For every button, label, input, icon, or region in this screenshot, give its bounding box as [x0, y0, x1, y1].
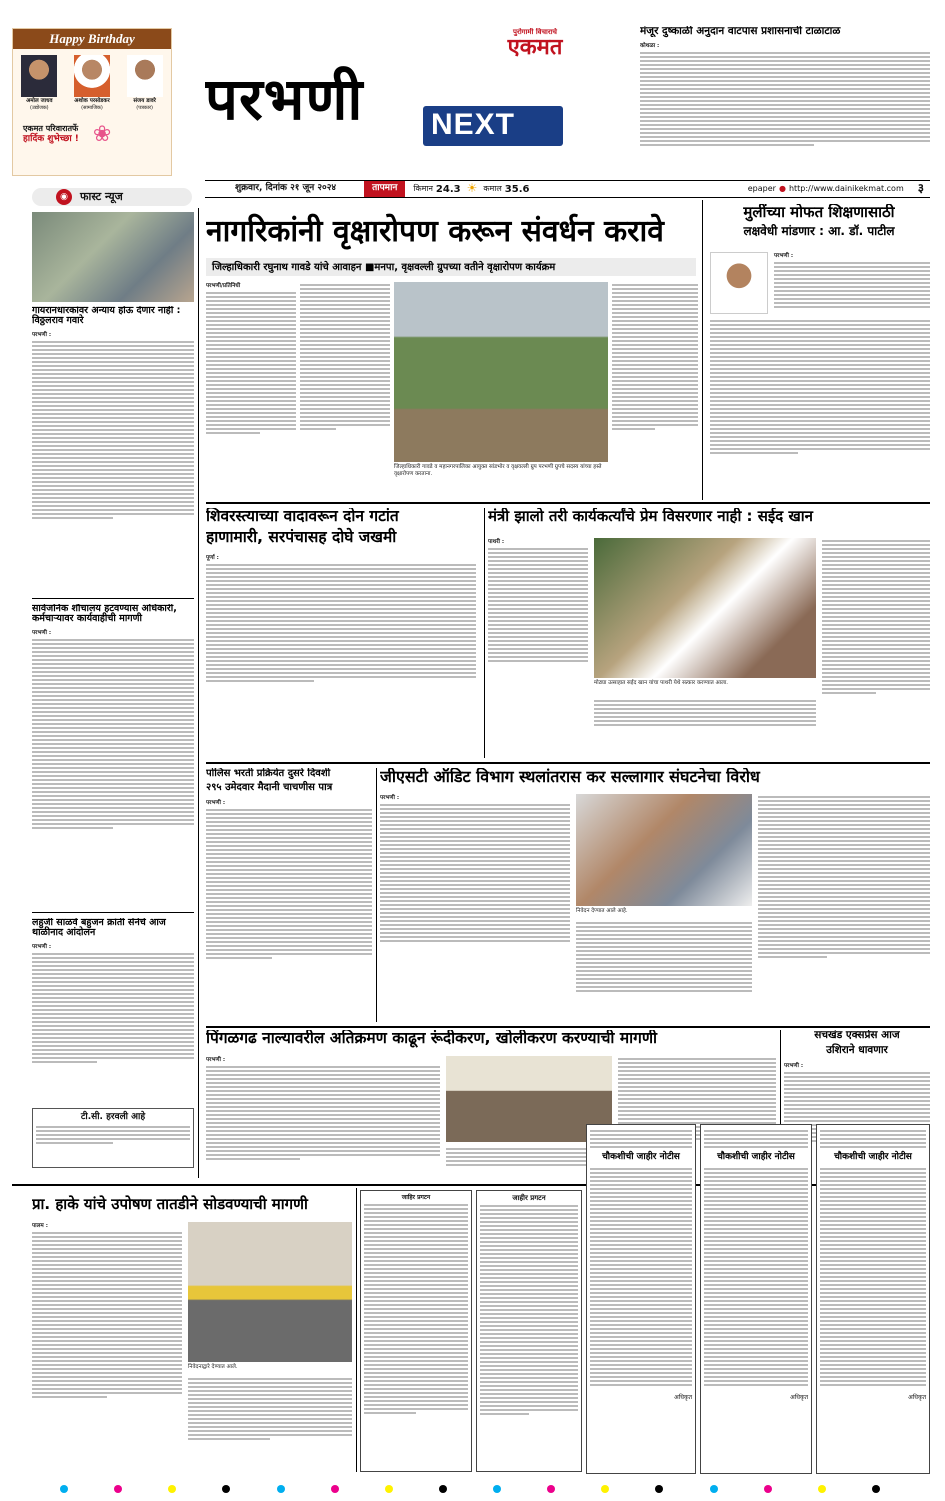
- story-hake-headline: प्रा. हाके यांचे उपोषण तातडीने सोडवण्याची मागणी: [32, 1195, 308, 1213]
- story-pingalgad: पिंगळगढ नाल्यावरील अतिक्रमण काढून रूंदीकरण, खोलीकरण करण्याची मागणी परभणी :: [206, 1030, 776, 1180]
- masthead: [205, 60, 565, 170]
- gst-photo: [576, 794, 752, 906]
- lead-photo-caption: जिल्हाधिकारी गावडे व महानगरपालिका आयुक्त सांडभोर व वृक्षवल्ली ग्रुप परभणी ग्रुपचे सदस्य यांच्या हस्ते वृक्षारोपण करताना.: [394, 464, 602, 478]
- lead-photo: [394, 282, 608, 462]
- fast-news-label: ◉ फास्ट न्यूज: [32, 188, 192, 206]
- avatar: [21, 55, 57, 97]
- story-hake-col3: [188, 1376, 352, 1472]
- fast-news-story2: सार्वजनिक शौचालय हटवण्यास अधिकारी, कर्मचाऱ्यावर कार्यवाहीची मागणी परभणी :: [32, 604, 194, 864]
- birthday-person-3: संजय डावरे (पत्रकार): [120, 55, 170, 112]
- right-story1: मुलींच्या मोफत शिक्षणासाठी लक्षवेधी मांडणार : आ. डॉ. पाटील परभणी :: [708, 204, 930, 500]
- headline: मंजूर दुष्काळी अनुदान वाटपास प्रशासनाची टाळाटाळ: [640, 26, 841, 37]
- inquiry-notice-3: चौकशीची जाहीर नोटीस अधिकृत: [816, 1124, 930, 1474]
- masthead-next-logo: NEXT: [423, 106, 563, 146]
- sun-icon: ☀: [466, 181, 478, 196]
- date-line: शुक्रवार, दिनांक २१ जून २०२४: [235, 183, 337, 194]
- story-shivarasta: शिवरस्त्याच्या वादावरून दोन गटांत हाणामारी, सरपंचासह दोघे जखमी पूर्णा :: [206, 508, 480, 758]
- saeed-photo: [594, 538, 816, 678]
- birthday-title: Happy Birthday: [13, 29, 171, 49]
- story-police: पोलिस भरती प्रक्रियेत दुसरे दिवशी २९५ उमेदवार मैदानी चाचणीस पात्र परभणी :: [206, 768, 372, 1022]
- hake-photo: [188, 1222, 352, 1362]
- bell-icon: ◉: [56, 189, 72, 205]
- lead-body-col2: [300, 282, 390, 492]
- mla-portrait: [710, 252, 768, 314]
- top-right-story: मंजूर दुष्काळी अनुदान वाटपास प्रशासनाची टाळाटाळ कोथळा :: [640, 26, 930, 176]
- registration-marks: [60, 1484, 880, 1494]
- birthday-wish-line1: एकमत परिवारातर्फे: [23, 123, 79, 133]
- inquiry-notice-2: चौकशीची जाहीर नोटीस अधिकृत: [700, 1124, 812, 1474]
- birthday-person-2: अशोक परसोडकर (सामाजिक): [67, 55, 117, 112]
- birthday-wish-line2: हार्दिक शुभेच्छा !: [23, 134, 79, 145]
- flower-icon: ❀: [92, 121, 112, 147]
- website-link[interactable]: http://www.dainikekmat.com: [788, 183, 904, 193]
- brand-logo: पुरोगामी विचाराचे एकमत: [507, 28, 563, 61]
- date-strip: शुक्रवार, दिनांक २१ जून २०२४ तापमान किमान 24.3 ☀ कमाल 35.6 epaper ● http://www.dainikekmat.com ३: [205, 180, 930, 198]
- birthday-box: [12, 28, 172, 176]
- min-temp: 24.3: [435, 183, 461, 195]
- lead-headline: नागरिकांनी वृक्षारोपण करून संवर्धन करावे: [206, 214, 664, 249]
- avatar: [127, 55, 163, 97]
- masthead-city: परभणी: [205, 65, 364, 133]
- birthday-person-1: अमोल जाधव (उद्योजक): [14, 55, 64, 112]
- story-saeed: मंत्री झालो तरी कार्यकर्त्यांचे प्रेम विसरणार नाही : सईद खान पाथरी : मोठ्या उत्साहात सईद खान यांचा पाथरी येथे सत्कार करण्यात आला.: [488, 508, 930, 758]
- story-hake-col1: पालम :: [32, 1222, 182, 1472]
- fast-news-story1: गायरानधारकांवर अन्याय होऊ देणार नाही : विठ्ठलराव गवारे परभणी :: [32, 306, 194, 556]
- fast-news-story3: लहुजी साळवे बहुजन क्रांती सेनेचे आज थाळीनाद आंदोलन परभणी :: [32, 918, 194, 1094]
- lead-subheadline: जिल्हाधिकारी रघुनाथ गावडे यांचे आवाहन ■मनपा, वृक्षवल्ली ग्रुपच्या वतीने वृक्षारोपण कार्यक्रम: [206, 258, 696, 276]
- lead-body-col3: [612, 282, 698, 492]
- avatar: [74, 55, 110, 97]
- max-temp: 35.6: [504, 183, 530, 195]
- inquiry-notice-1: चौकशीची जाहीर नोटीस अधिकृत: [586, 1124, 696, 1474]
- article-body: [640, 52, 930, 146]
- tc-lost-box: टी.सी. हरवली आहे: [32, 1108, 194, 1168]
- page-number: ३: [917, 181, 924, 196]
- lead-body-col1: परभणी/प्रतिनिधी: [206, 282, 296, 492]
- legal-notice-2: जाहीर प्रगटन: [476, 1190, 582, 1472]
- weather-label: तापमान: [364, 181, 405, 197]
- legal-notice-1: जाहिर प्रगटन: [360, 1190, 472, 1472]
- globe-icon: ●: [778, 183, 786, 193]
- story-gst: जीएसटी ऑडिट विभाग स्थलांतरास कर सल्लागार संघटनेचा विरोध परभणी : निवेदन देण्यात आले आहे.: [380, 768, 930, 1022]
- fast-news-photo: [32, 212, 194, 302]
- story-express: सचखंड एक्सप्रेस आज उशिराने धावणार परभणी :: [784, 1030, 930, 1180]
